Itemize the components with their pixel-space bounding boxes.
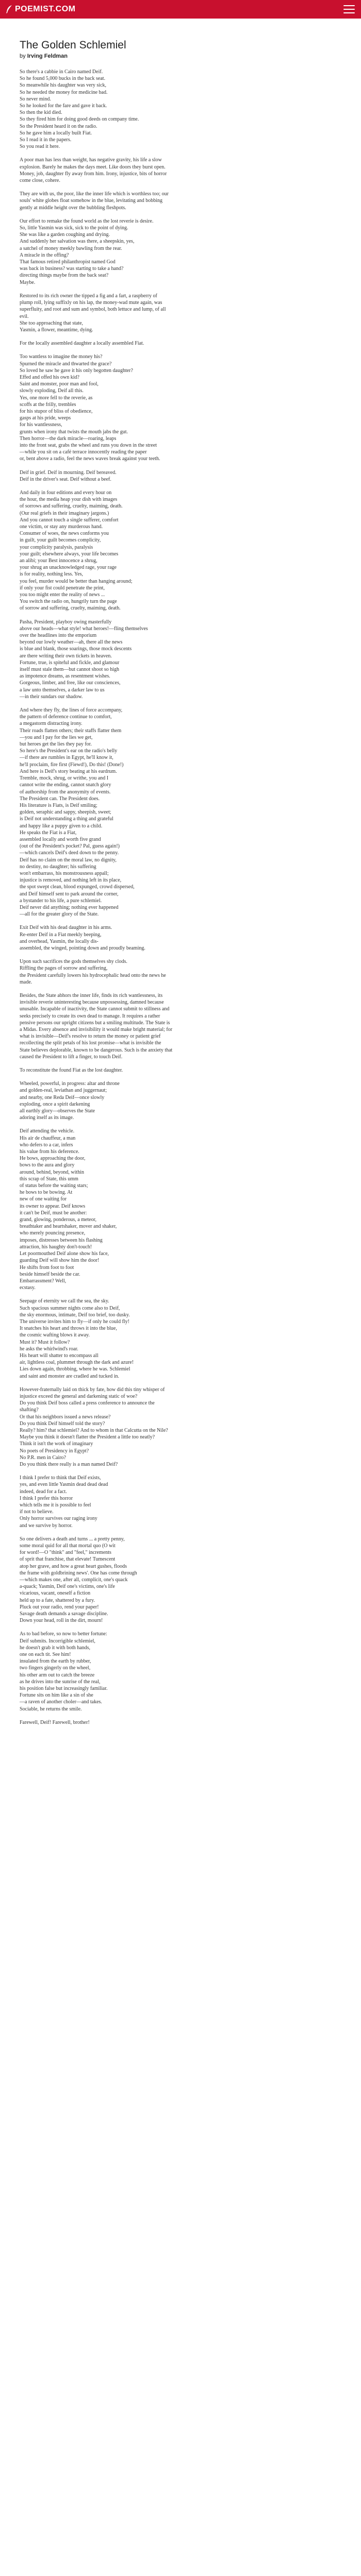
poem-line: Our effort to remake the found world as the lost reverie is desire.: [20, 218, 154, 224]
poem-line: Do you think there really is a man named Deif?: [20, 1461, 118, 1467]
poem-line: He bows, approaching the door,: [20, 1156, 86, 1162]
poem-line: Exit Deif with his dead daughter in his arms.: [20, 925, 112, 931]
poem-line: for word!—O "think" and "feel," increments: [20, 1550, 111, 1556]
poem-line: Besides, the State abhors the inner life, finds its rich wantlessness, its: [20, 992, 163, 998]
poem-line: Maybe you think it doesn't flatter the President a little too neatly?: [20, 1434, 155, 1440]
stanza: [20, 924, 341, 952]
poem-line: So he found 5,000 bucks in the back seat.: [20, 76, 106, 82]
poem-line: indeed, dead for a fact.: [20, 1488, 67, 1495]
poem-line: as he drives into the sunrise of the real,: [20, 1679, 101, 1685]
poem-line: So one delivers a death and turns ... a pretty penny,: [20, 1536, 125, 1542]
poem-line: —a raven of another choler—and takes.: [20, 1699, 102, 1705]
poem-line: and nearby, one Reda Deif—once slowly: [20, 1094, 105, 1100]
poem-line: I think I prefer to think that Deif exists,: [20, 1475, 101, 1481]
stanza: [20, 293, 341, 333]
poem-line: grunts when irony that twists the mouth jabs the gut.: [20, 429, 128, 435]
poem-line: And suddenly her salvation was there, a sheepskin, yes,: [20, 239, 135, 245]
poem-line: of sprit that franchise, that elevate! Tumescent: [20, 1556, 116, 1563]
poem-line: of sorrows and suffering, cruelty, maiming, death.: [20, 503, 123, 510]
poem-line: his other arm out to catch the breeze: [20, 1672, 95, 1678]
poem-line: and overhead, Yasmin, the locally dis-: [20, 938, 99, 944]
poem-line: His literature is Fiats, is Deif smiling;: [20, 802, 97, 808]
stanza: [20, 469, 341, 483]
poem-line: Yasmin, a flower, meantime, dying.: [20, 327, 93, 333]
poem-line: you feel, murder would be better than hanging around;: [20, 578, 133, 584]
poem-line: is for reality, nothing less. Yes,: [20, 571, 83, 578]
poem-line: She was like a garden coughing and drying.: [20, 232, 110, 238]
poem-line: pensive persons our upright citizens but a smiling multitude. The State is: [20, 1020, 170, 1026]
poem-line: itself must stale them—but cannot shoot so high: [20, 667, 120, 673]
poem-line: Farewell, Deif! Farewell, brother!: [20, 1719, 90, 1725]
poem-line: Riffling the pages of sorrow and suffering,: [20, 965, 108, 972]
poem-line: Or that his neighbors issued a news release?: [20, 1414, 111, 1420]
poem-line: his position false but increasingly familiar.: [20, 1686, 108, 1692]
stanza: [20, 1475, 341, 1529]
feather-pen-icon: [6, 5, 12, 13]
poem-line: one victim, or stay any murderous hand.: [20, 523, 103, 530]
poem-line: his value from his deference.: [20, 1149, 79, 1155]
poem-line: one on each tit. See him!: [20, 1652, 71, 1658]
poem-line: the frame with goldbrining news'. One has come through: [20, 1570, 137, 1576]
poem-line: For the locally assembled daughter a locally assembled Fiat.: [20, 341, 144, 347]
poem-line: into the front seat, grabs the wheel and runs you down in the street: [20, 442, 157, 448]
poem-line: or, bent above a radio, feel the news waves break against your teeth.: [20, 456, 160, 462]
poem-line: seeks precisely to create its own dead to manage. It requires a rather: [20, 1013, 160, 1019]
poem-line: held up to a fate, shattered by a fury.: [20, 1597, 95, 1603]
poem-line: I think I prefer this horror: [20, 1495, 73, 1501]
poem-line: its owner to appear. Deif knows: [20, 1203, 86, 1209]
poem-line: and we survive by horror.: [20, 1522, 73, 1529]
author-link[interactable]: Irving Feldman: [27, 53, 68, 59]
poem-line: gently at middle height over the bubbling fleshpots.: [20, 205, 126, 211]
poem-line: Wheeled, powerful, in progress: altar and throne: [20, 1081, 120, 1087]
poem-line: Deif in the driver's seat. Deif without a beef.: [20, 476, 111, 482]
poem-line: injustice exceed the general and darkening static of woe?: [20, 1393, 138, 1399]
poem-line: She too approaching that state,: [20, 320, 84, 326]
poem-line: injustice is removed, and nothing left in its place,: [20, 877, 122, 884]
poem-line: the cosmic wafting blows it away.: [20, 1332, 90, 1338]
poem-line: Do you think Deif himself told the story?: [20, 1420, 105, 1427]
stanza: [20, 1536, 341, 1624]
poem-line: imposes, distresses between his flashing: [20, 1237, 103, 1243]
poem-line: Restored to its rich owner the tipped a fig and a fart, a raspberry of: [20, 293, 157, 299]
poem-line: The President can. The President does.: [20, 795, 100, 802]
poem-line: Only horror survives our raging irony: [20, 1516, 97, 1522]
poem-line: Effed and offed his own kid?: [20, 374, 79, 380]
poem-line: Pluck out your radio, rend your paper!: [20, 1604, 99, 1610]
poem-line: So never mind.: [20, 96, 51, 102]
poem-line: Yes, one more fell to the reverie, as: [20, 395, 93, 401]
poem-line: insulated from the earth by rubber,: [20, 1658, 91, 1665]
poem-line: His heart will shatter to encompass all: [20, 1352, 99, 1359]
poem-line: around, behind, beyond, within: [20, 1169, 84, 1175]
poem-line: It snatches his heart and throws it into the blue,: [20, 1326, 117, 1332]
poem-line: So the President heard it on the radio.: [20, 123, 97, 129]
poem-line: and happy like a puppy given to a child.: [20, 823, 103, 829]
stanza: [20, 1386, 341, 1468]
poem-line: Fortune sits on him like a sin of she: [20, 1692, 93, 1699]
poem-line: Consumer of woes, the news conforms you: [20, 531, 109, 537]
poem-line: (out of the President's pocket? Pal, guess again!): [20, 843, 120, 850]
poem-line: caused the President to lift a finger, to touch Deif.: [20, 1054, 123, 1060]
poem-line: So he needed the money for medicine bad.: [20, 89, 108, 95]
poem-line: your guilt; elsewhere always, your life becomes: [20, 551, 119, 557]
poem-line: who defers to a car, infers: [20, 1142, 73, 1148]
poem-line: if only your fist could penetrate the print,: [20, 585, 105, 591]
poem-line: So you read it here.: [20, 144, 60, 150]
poem-line: Let poormouthed Deif alone show his face,: [20, 1251, 109, 1257]
poem-line: That famous retired philanthropist named God: [20, 259, 116, 265]
poem-line: what is invisible—Deif's resolve to return the money or patient grief: [20, 1033, 161, 1040]
poem-line: recollecting the split petals of his lost promise—what is invisible the: [20, 1040, 161, 1046]
poem-line: slowly exploding, Deif all this.: [20, 388, 84, 394]
poem-line: new of one waiting for: [20, 1196, 67, 1202]
poem-line: above our heads—what style! what heroes!—fling themselves: [20, 625, 148, 632]
poem-line: guarding Deif will show him the door!: [20, 1258, 100, 1264]
poem-line: His air de chauffeur, a man: [20, 1135, 76, 1141]
stanza: [20, 1067, 341, 1074]
poem-line: Such spacious summer nights come also to Deif,: [20, 1305, 120, 1311]
stanza: [20, 353, 341, 462]
poem-line: over the headlines into the emporium: [20, 633, 97, 639]
poem-line: a satchel of money meekly bawling from the rear.: [20, 245, 122, 251]
poem-line: So I read it in the papers.: [20, 137, 72, 143]
poem-line: and golden-real, leviathan and juggernaut;: [20, 1088, 107, 1094]
poem-line: To reconstitute the found Fiat as the lost daughter.: [20, 1067, 123, 1074]
stanza: [20, 340, 341, 347]
poem-line: directing things maybe from the back seat?: [20, 273, 109, 279]
poem-line: So meanwhile his daughter was very sick,: [20, 82, 107, 89]
poem-line: gasps at his pride, weeps: [20, 415, 71, 421]
poem-line: who merely pouncing presence,: [20, 1230, 86, 1236]
poem-line: this scrap of State, this umm: [20, 1176, 78, 1182]
poem-line: invisible reverie uninteresting because unpossessing, damned because: [20, 999, 164, 1006]
poem-line: your complicity paralysis, paralysis: [20, 544, 93, 550]
poem-line: air, lightless coal, plummet through the dark and azure!: [20, 1360, 134, 1366]
poem-line: Upon such sacrifices the gods themselves shy clods.: [20, 959, 127, 965]
poem-line: And here is Deif's story beating at his eardrum.: [20, 768, 117, 774]
poem-line: for his stupor of bliss of obedience,: [20, 408, 93, 414]
poem-line: was back in business? was starting to take a hand?: [20, 266, 124, 272]
poem-line: a Midas. Every absence and invisibility it would make bright material; for: [20, 1027, 173, 1032]
poem-line: Deif submits. Incorrigible schlemiel,: [20, 1638, 95, 1644]
poem-line: attraction, his haughty don't-touch!: [20, 1244, 92, 1250]
poem-line: no destiny, no daughter; his suffering: [20, 863, 96, 870]
poem-line: —which cancels Deif's deed down to the penny.: [20, 850, 119, 856]
poem-line: However-fraternally laid on thick by fate, how did this tiny whisper of: [20, 1386, 165, 1393]
poem-line: you too might enter the reality of news ...: [20, 592, 105, 598]
poem-line: your shrug an unacknowledged rage, your rage: [20, 565, 117, 571]
stanza: [20, 1719, 341, 1726]
poem-line: and Deif himself sent to park around the corner,: [20, 891, 119, 897]
poem-line: He speaks the Fiat is a Fiat,: [20, 829, 77, 836]
poem-line: is blue and blank, those soarings, those mock descents: [20, 646, 132, 652]
poem-line: Tremble, mock, shrug, or writhe, you and I: [20, 775, 109, 782]
poem-line: adoring itself as its image.: [20, 1115, 74, 1121]
poem-line: Think it isn't the work of imaginary: [20, 1441, 93, 1447]
poem-line: a-quack; Yasmin, Deif one's victims, one's life: [20, 1584, 115, 1590]
poem-line: No P.R. men in Cairo?: [20, 1454, 66, 1461]
poem-line: Really? him? that schlemiel? And to whom in that Calcutta on the Nile?: [20, 1427, 168, 1433]
poem-line: a bystander to his life, a pure schlemiel.: [20, 897, 102, 904]
poem-line: atop her grave, and how a great heart gushes, floods: [20, 1563, 127, 1569]
poem-line: Down your head, roll in the dirt, mourn!: [20, 1618, 103, 1624]
poem-line: So he gave him a locally built Fiat.: [20, 130, 92, 136]
poem-line: So here's the President's ear on the radio's belly: [20, 748, 118, 754]
poem-line: Do you think Deif boss called a press conference to announce the: [20, 1400, 155, 1406]
poem-line: He shifts from foot to foot: [20, 1264, 74, 1270]
poem-line: if not to believe.: [20, 1509, 54, 1515]
poem-line: in guilt, your guilt becomes complicity,: [20, 537, 101, 544]
poem-line: beyond our lowly weather—ah, there all the news: [20, 639, 123, 646]
stanza: [20, 992, 341, 1060]
poem-line: assembled, the winged, pointing down and proudly beaming.: [20, 945, 145, 951]
poem-line: —all for the greater glory of the State.: [20, 911, 99, 918]
poem-line: Sociable, he returns the smile.: [20, 1706, 82, 1712]
poem-line: the spot swept clean, blood expunged, crowd dispersed,: [20, 884, 135, 890]
poem-line: A poor man has less than weight, has negative gravity, his life a slow: [20, 157, 162, 163]
poem-line: as impotence dreams, as resentment wishes.: [20, 673, 110, 680]
poem-line: he doesn't grab it with both hands,: [20, 1645, 91, 1651]
poem-line: come close, cohere.: [20, 178, 60, 184]
poem-line: No poets of Presidency in Egypt?: [20, 1448, 89, 1454]
poem-line: evil.: [20, 313, 29, 319]
poem-line: superfluity, and root and sum and symbol, both lettuce and lump, of all: [20, 307, 166, 313]
poem-line: Saint and monster, poor man and fool,: [20, 381, 99, 387]
stanza: [20, 619, 341, 700]
hamburger-menu-icon[interactable]: [343, 5, 355, 13]
poem-line: And you cannot touch a single sufferer, comfort: [20, 517, 119, 523]
poem-line: made.: [20, 979, 32, 985]
poem-line: (Our real griefs in their imaginary jargons.): [20, 510, 109, 516]
stanza: [20, 489, 341, 612]
poem-line: and saint and monster are cradled and tucked in.: [20, 1373, 119, 1379]
poem-line: a megastorm distracting irony.: [20, 721, 83, 727]
poem-line: Must it? Must it follow?: [20, 1339, 70, 1345]
stanza: [20, 1631, 341, 1712]
poem-line: Fortune, true, is spiteful and fickle, and glamour: [20, 659, 120, 666]
stanza: [20, 69, 341, 150]
stanza: [20, 157, 341, 184]
logo-text: POEMIST.COM: [15, 5, 76, 13]
poem-body: [20, 69, 341, 1726]
poem-line: Money, job, daughter fly away from him. Irony, injustice, bits of horror: [20, 171, 167, 177]
poem-line: Deif has no claim on the moral law, no dignity,: [20, 857, 117, 863]
poem-line: Savage death demands a savage discipline.: [20, 1611, 108, 1617]
poem-line: And daily in four editions and every hour on: [20, 489, 112, 496]
poem-line: for his wantlessness,: [20, 422, 62, 428]
poem-line: golden, seraphic and sappy, sheepish, sweet;: [20, 809, 111, 816]
poem-line: And where they fly, the lines of force accompany,: [20, 707, 123, 714]
poem-line: Maybe.: [20, 279, 36, 285]
poem-line: Too wantless to imagine the money his?: [20, 354, 103, 360]
poem-line: —if there are rumbles in Egypt, he'll know it,: [20, 755, 113, 761]
poem-line: —while you sit on a café terrace innocently reading the paper: [20, 449, 147, 455]
poem-line: A miracle in the offing?: [20, 252, 69, 258]
byline: [20, 53, 341, 59]
poem-line: As to bad before, so now to better fortune:: [20, 1631, 107, 1637]
poem-line: Embarrassment? Well,: [20, 1278, 67, 1284]
poem-line: Deif attending the vehicle.: [20, 1128, 75, 1134]
poem-line: Lies down again, throbbing, where he was. Schlemiel: [20, 1366, 130, 1372]
poem-line: So loved he saw he gave it his only begotten daughter?: [20, 367, 133, 374]
poem-line: he asks the whirlwind's roar.: [20, 1346, 78, 1352]
site-logo[interactable]: [6, 5, 76, 14]
poem-line: breathtaker and heartshaker, mover and shaker,: [20, 1224, 117, 1230]
poem-line: of sorrow and suffering, cruelty, maiming, death.: [20, 605, 121, 612]
poem-line: yes, and even little Yasmin dead dead dead: [20, 1482, 108, 1488]
poem-line: Then horror—the dark miracle—roaring, leaps: [20, 435, 117, 442]
poem-line: grand, glowing, ponderous, a meteor,: [20, 1217, 97, 1223]
poem-line: the President carefully lowers his hydrocephalic head onto the news he: [20, 972, 166, 978]
poem-line: You switch the radio on, hungrily turn the page: [20, 599, 117, 605]
site-header: [0, 0, 361, 19]
poem-line: So they fired him for doing good deeds on company time.: [20, 116, 139, 123]
poem-line: plump roll, lying suffixly on his lap, the money-wad mute again, was: [20, 300, 162, 306]
poem-line: the hour, the media heap your dish with images: [20, 497, 118, 503]
poem-line: shafting?: [20, 1407, 39, 1413]
poem-line: souls' white globes float somehow in the blue, levitating and bobbing: [20, 198, 163, 204]
poem-line: exploding, once a spirit darkening: [20, 1101, 90, 1107]
poem-line: Gorgeous, limber, and free, like our consciences,: [20, 680, 121, 686]
poem-line: assembled locally and worth five grand: [20, 836, 101, 842]
poem-line: vicarious, vacant, oneself a fiction: [20, 1590, 91, 1597]
poem-line: but heroes get the lies they pay for.: [20, 741, 92, 748]
poem-line: are there writing their own tickets in heaven.: [20, 653, 112, 659]
poem-line: So, little Yasmin was sick, sick to the point of dying.: [20, 225, 128, 231]
poem-line: he bows to be bowing. At: [20, 1190, 73, 1196]
poem-line: Deif never did anything; nothing ever happened: [20, 904, 119, 910]
poem-line: explosion. Barely he makes the days meet. Like doors they burst open.: [20, 164, 166, 170]
poem-line: Pasha, President, playboy owing masterfully: [20, 619, 112, 625]
stanza: [20, 191, 341, 211]
poem-line: So he looked for the fare and gave it back.: [20, 103, 107, 109]
poem-line: some moral quid for all that mortal quo (O wit: [20, 1543, 116, 1549]
poem-line: State believes deplorable, known to be dangerous. Such is the anxiety that: [20, 1047, 173, 1053]
poem-line: scoffs at the frilly, trembles: [20, 401, 76, 408]
poem-line: a law unto themselves, a darker law to us: [20, 687, 105, 693]
poem-line: two fingers gingerly on the wheel,: [20, 1665, 91, 1671]
poem-line: cannot write the ending, cannot snatch glory: [20, 782, 111, 788]
poem-line: —you and I pay for the lies we get,: [20, 734, 93, 740]
poem-line: Seepage of eternity we call the sea, the sky.: [20, 1298, 109, 1304]
stanza: [20, 218, 341, 286]
poem-line: unusable. Incapable of inactivity, the State cannot submit to stillness and: [20, 1006, 170, 1012]
poem-line: the pattern of deference continue to comfort,: [20, 714, 112, 720]
poem-line: bows to the aura and glory: [20, 1162, 75, 1168]
poem-line: the sky enormous, intimate, Deif too brief, too dusky.: [20, 1312, 130, 1318]
poem-line: of authorship from the anonymity of events.: [20, 789, 111, 795]
poem-line: —which makes one, after all, complicit, one's quack: [20, 1577, 128, 1583]
stanza: [20, 707, 341, 918]
poem-line: he'll proclaim, fire first (Fiewd!), Do this! (Done!): [20, 761, 124, 768]
poem-title: The Golden Schlemiel: [20, 39, 126, 51]
byline-prefix: by: [20, 53, 26, 59]
poem-line: The universe invites him to fly—if only he could fly!: [20, 1318, 130, 1325]
stanza: [20, 1128, 341, 1291]
poem-line: They are with us, the poor, like the inner life which is worthless too; our: [20, 191, 169, 197]
poem-container: [0, 19, 361, 2576]
poem-line: is Deif not understanding a thing and grateful: [20, 816, 113, 822]
poem-line: which tells me it is possible to feel: [20, 1502, 91, 1508]
poem-line: —in their sundars our shadow.: [20, 693, 83, 700]
poem-line: So then the kid died.: [20, 110, 62, 116]
poem-line: all earthly glory—observes the State: [20, 1108, 95, 1114]
poem-line: of status before the waiting stars;: [20, 1183, 88, 1189]
poem-line: Re-enter Deif in a Fiat meekly beeping,: [20, 931, 102, 938]
poem-line: an alibi; your Best innocence a shrug,: [20, 558, 97, 564]
poem-line: won't embarrass, his monstrousness appall;: [20, 870, 109, 876]
stanza: [20, 958, 341, 986]
stanza: [20, 1080, 341, 1121]
poem-line: Deif in grief. Deif in mourning. Deif bereaved.: [20, 469, 117, 476]
poem-line: So there's a cabbie in Cairo named Deif.: [20, 69, 103, 75]
poem-line: Their roads flatten others; their staffs flatter them: [20, 727, 122, 734]
poem-line: Spurned the miracle and thwarted the grace?: [20, 361, 112, 367]
poem-line: it can't be Deif, must be another:: [20, 1210, 87, 1216]
poem-line: ecstasy.: [20, 1285, 36, 1291]
poem-line: beside himself beside the car.: [20, 1271, 80, 1277]
stanza: [20, 1298, 341, 1379]
